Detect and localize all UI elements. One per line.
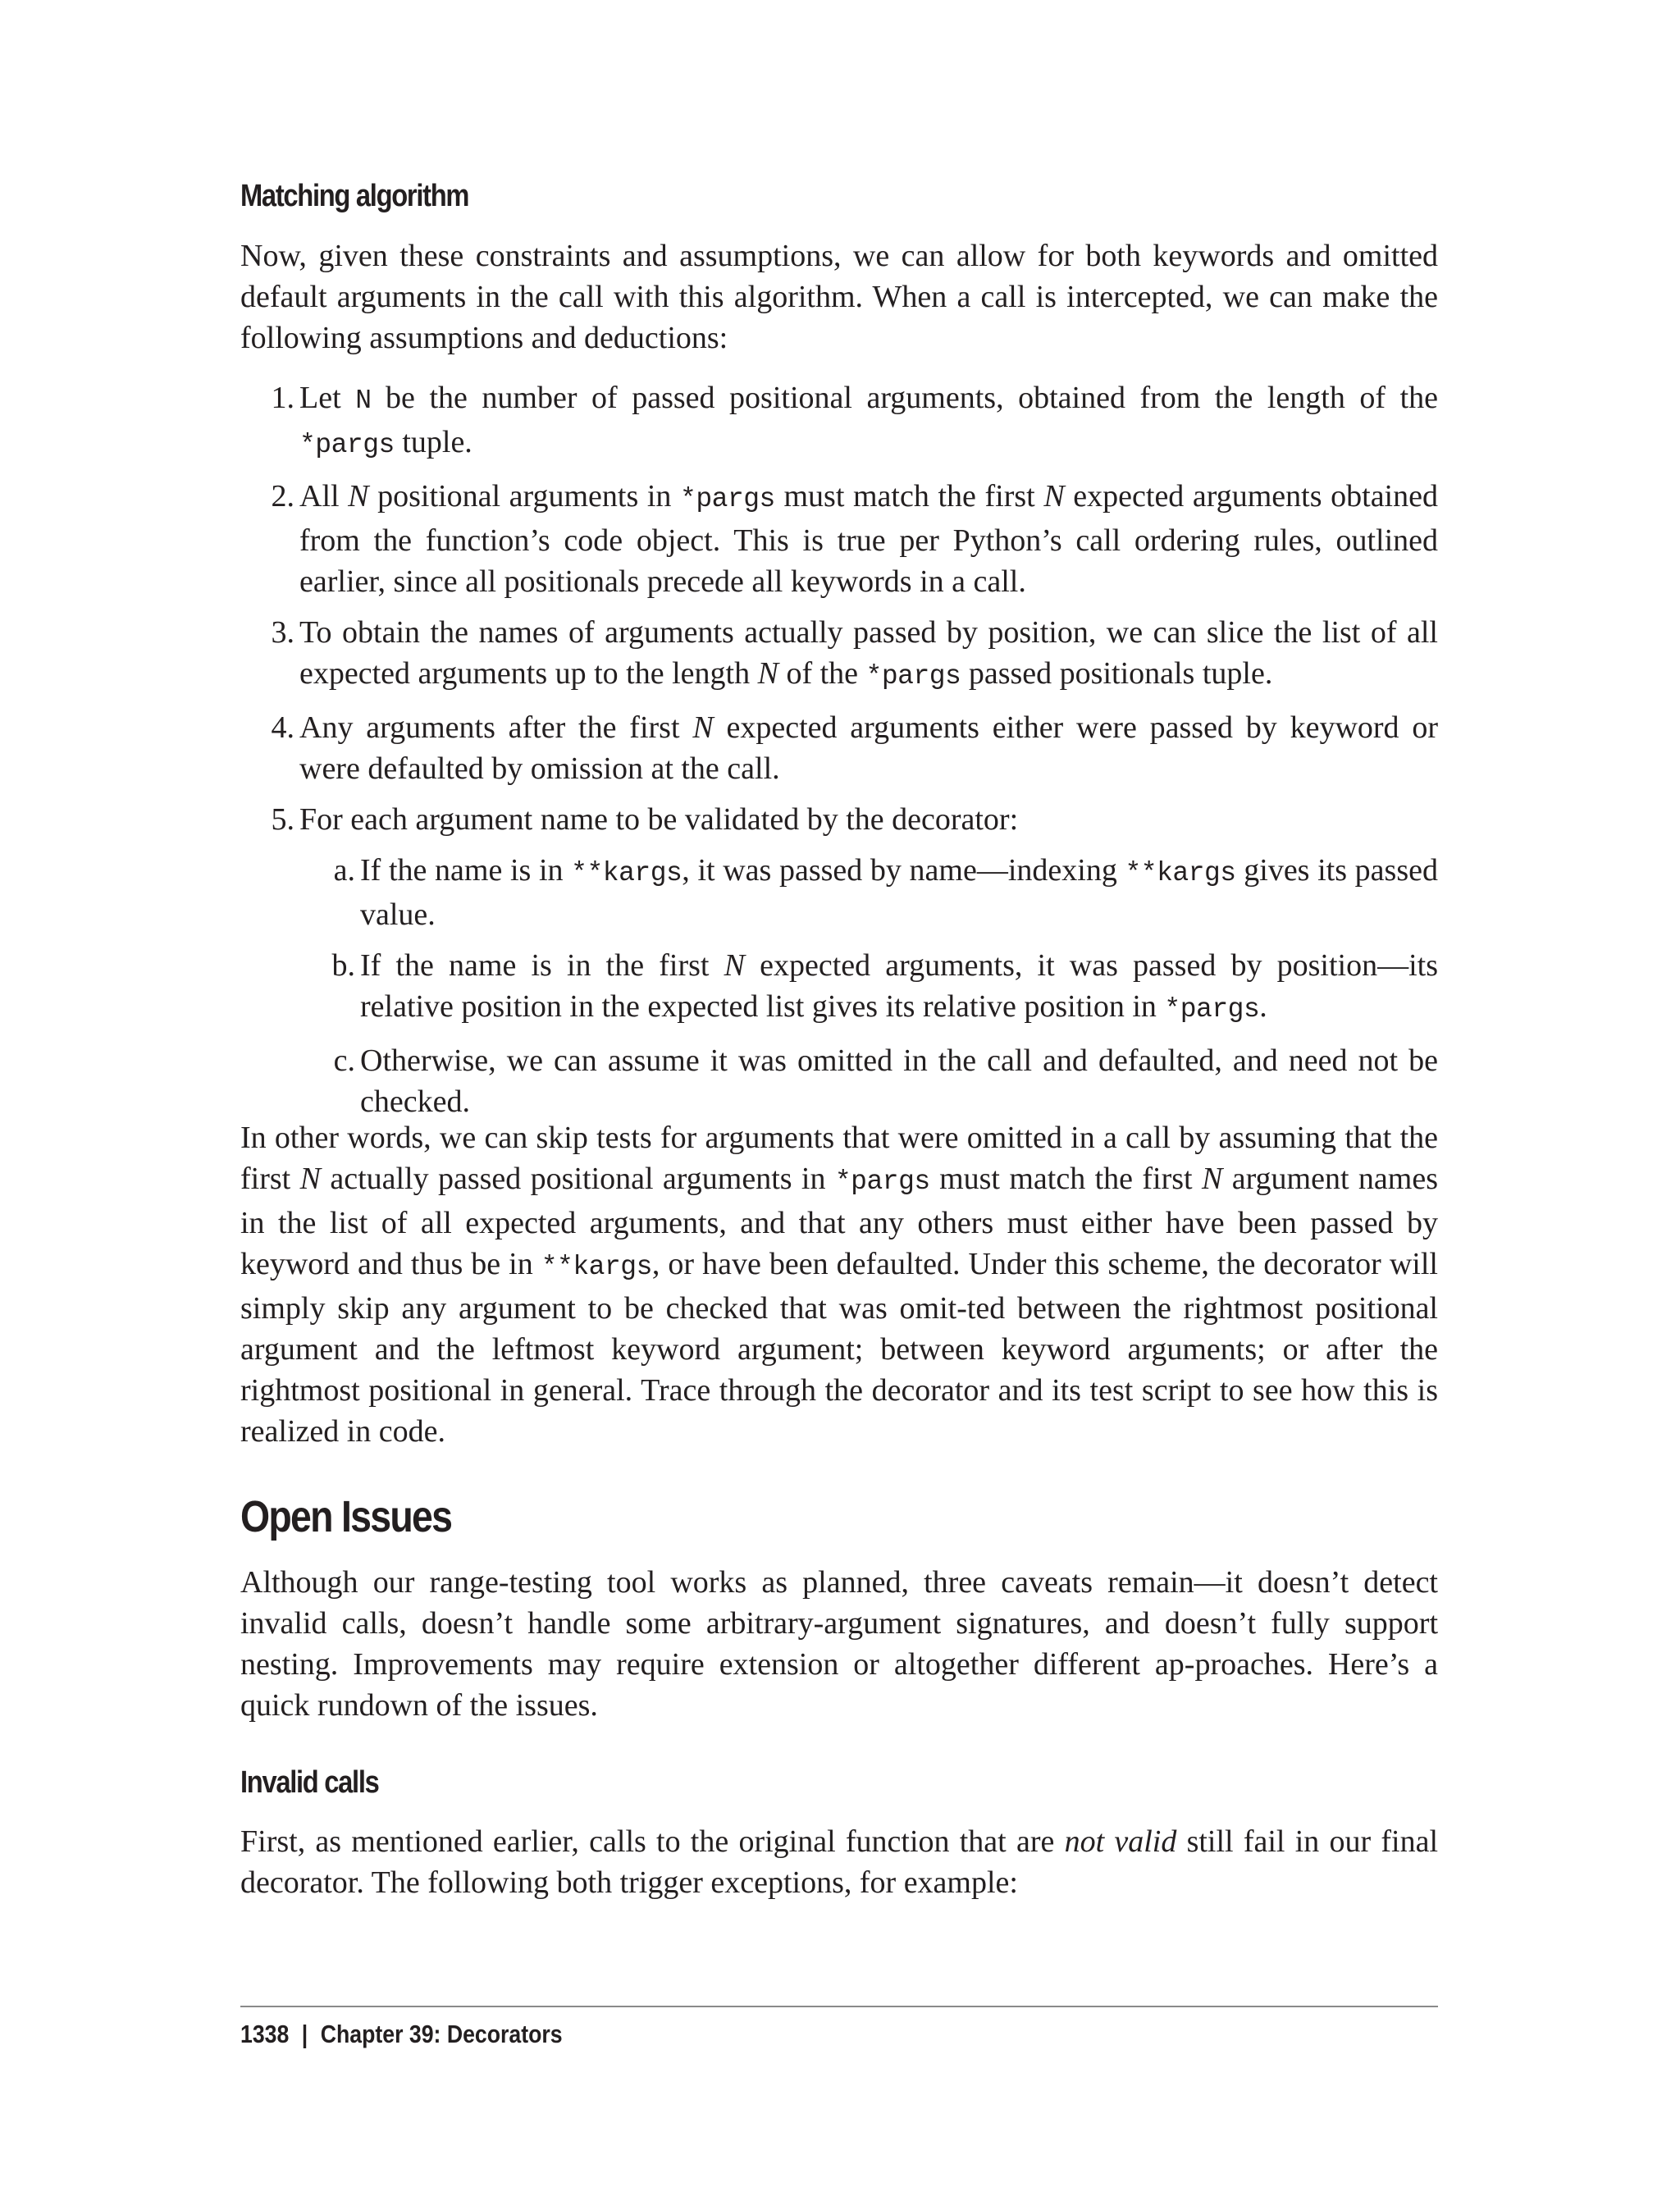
list-item: 4. Any arguments after the first N expected arguments either were passed by keyword or were defaulted by omission at the call.	[299, 707, 1438, 789]
summary-paragraph: In other words, we can skip tests for arguments that were omitted in a call by assuming that the first N actually passed positional arguments in *pargs must match the first N argument names in the list of all expected arguments, and that any others must either have been passed by keyword and thus be in **kargs, or have been defaulted. Under this scheme, the decorator will simply skip any argument to be checked that was omit-ted between the rightmost positional argument and the leftmost keyword argument; between keyword arguments; or after the rightmost positional in general. Trace through the decorator and its test script to see how this is realized in code.	[240, 1121, 1438, 1449]
section-heading-open-issues: Open Issues	[240, 1492, 452, 1541]
intro-paragraph: Now, given these constraints and assumptions, we can allow for both keywords and omitted default arguments in the call with this algorithm. When a call is intercepted, we can make the following assumptions and deductions:	[240, 239, 1438, 355]
sub-list-item: a. If the name is in **kargs, it was passed by name—indexing **kargs gives its passed value.	[360, 850, 1438, 935]
footer-separator: |	[301, 2020, 308, 2048]
sub-list-letter: b.	[331, 948, 355, 983]
list-number: 2.	[271, 479, 294, 514]
deduction-list	[240, 377, 1438, 1122]
invalid-calls-paragraph: First, as mentioned earlier, calls to the original function that are not valid still fail in our final decorator. The following both trigger exceptions, for example:	[240, 1824, 1438, 1900]
sub-list-item: b. If the name is in the first N expected arguments, it was passed by position—its relative position in the expected list gives its relative position in *pargs.	[360, 945, 1438, 1030]
list-item: 1. Let N be the number of passed positional arguments, obtained from the length of the *pargs tuple.	[299, 377, 1438, 466]
chapter-title: Chapter 39: Decorators	[320, 2020, 563, 2048]
list-number: 4.	[271, 710, 294, 745]
page-number: 1338	[240, 2020, 290, 2048]
list-item: 3. To obtain the names of arguments actually passed by position, we can slice the list of all expected arguments up to the length N of the *pargs passed positionals tuple.	[299, 612, 1438, 697]
sub-list-item: c. Otherwise, we can assume it was omitted in the call and defaulted, and need not be checked.	[360, 1040, 1438, 1122]
footer-rule	[240, 2006, 1438, 2007]
sub-list-letter: c.	[333, 1043, 355, 1078]
list-item: 2. All N positional arguments in *pargs must match the first N expected arguments obtained from the function’s code object. This is true per Python’s call ordering rules, outlined earlier, since all positionals precede all keywords in a call.	[299, 476, 1438, 602]
list-number: 3.	[271, 615, 294, 650]
section-heading-invalid-calls: Invalid calls	[240, 1765, 379, 1800]
list-number: 1.	[271, 381, 294, 415]
open-issues-paragraph: Although our range-testing tool works as planned, three caveats remain—it doesn’t detect invalid calls, doesn’t handle some arbitrary-argument signatures, and doesn’t fully support nesting. Improvements may require extension or altogether different ap-proaches. Here’s a quick rundown of the issues.	[240, 1565, 1438, 1723]
page-footer	[240, 2020, 563, 2049]
list-item: 5. For each argument name to be validated by the decorator:	[299, 799, 1438, 840]
section-heading-matching: Matching algorithm	[240, 179, 469, 213]
sub-list-letter: a.	[333, 853, 355, 888]
list-number: 5.	[271, 802, 294, 837]
